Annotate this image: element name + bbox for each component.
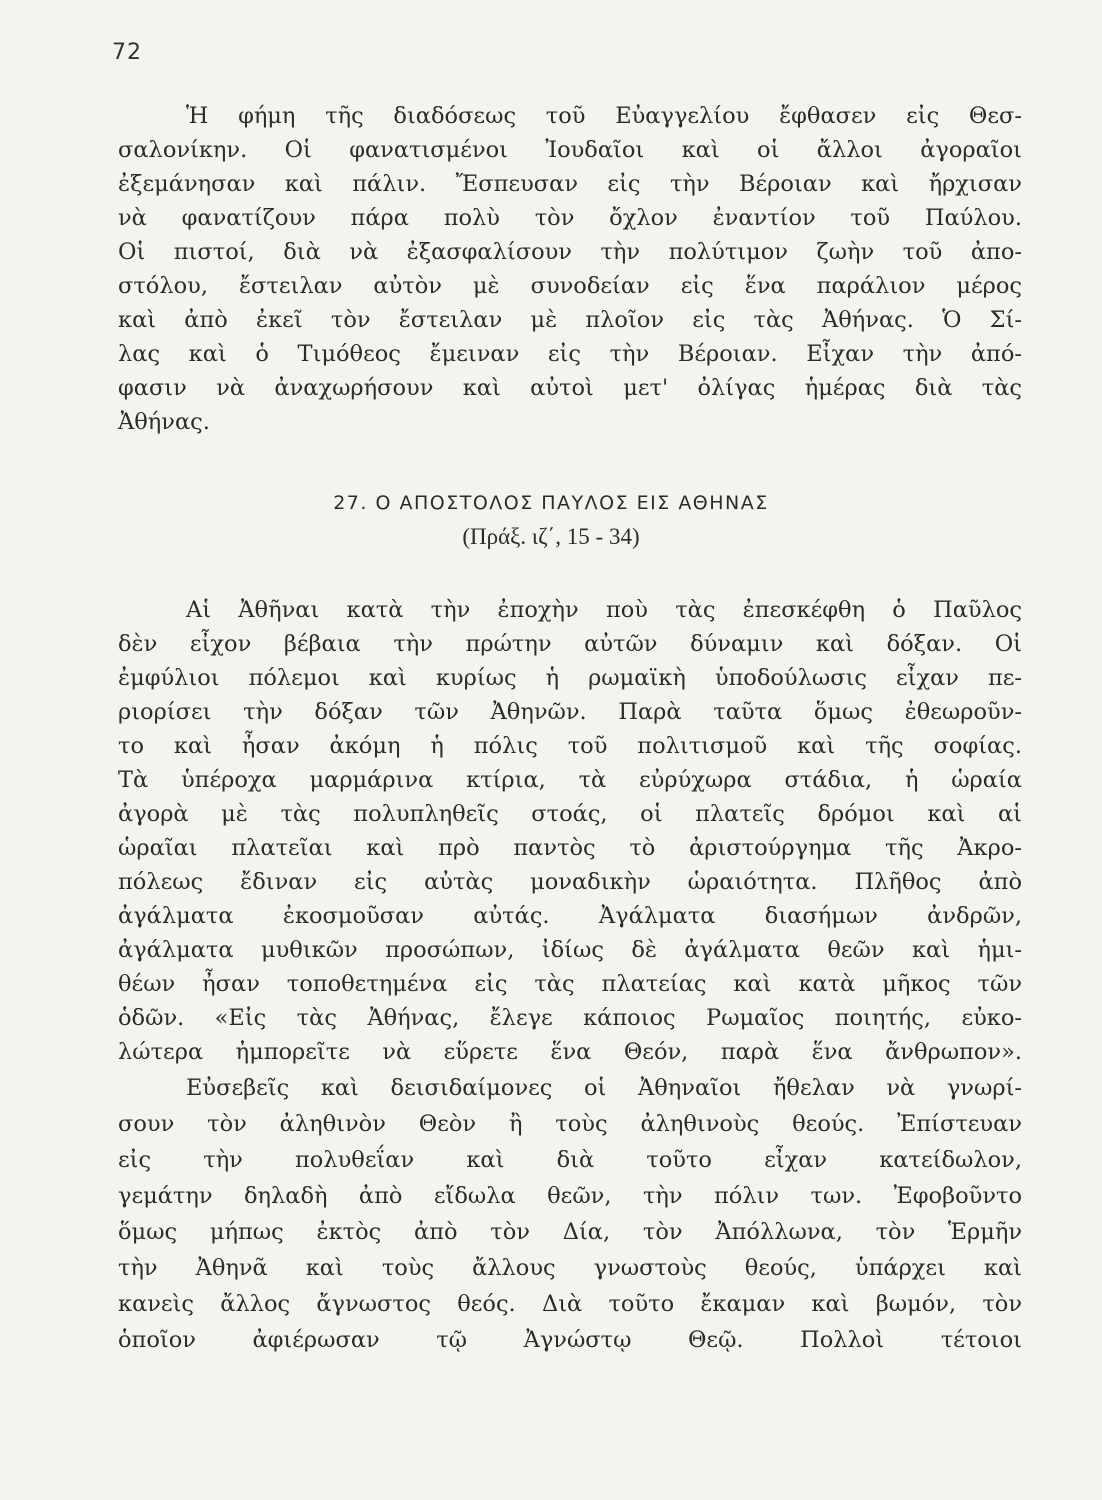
text-line: λώτερα ἠμπορεῖτε νὰ εὕρετε ἕνα Θεόν, παρὰ ἕνα ἄνθρωπον». (118, 1039, 1022, 1065)
text-line: ἀγάλματα ἐκοσμοῦσαν αὐτάς. Ἀγάλματα διασήμων ἀνδρῶν, (118, 903, 1022, 929)
text-line: Αἱ Ἀθῆναι κατὰ τὴν ἐποχὴν ποὺ τὰς ἐπεσκέφθη ὁ Παῦλος (186, 597, 1022, 623)
text-line: λας καὶ ὁ Τιμόθεος ἔμειναν εἰς τὴν Βέροιαν. Εἶχαν τὴν ἀπό- (118, 341, 1022, 367)
text-line: τὴν Ἀθηνᾶ καὶ τοὺς ἄλλους γνωστοὺς θεούς, ὑπάρχει καὶ (118, 1255, 1022, 1281)
text-line: το καὶ ἦσαν ἀκόμη ἡ πόλις τοῦ πολιτισμοῦ καὶ τῆς σοφίας. (118, 733, 1022, 759)
text-line: νὰ φανατίζουν πάρα πολὺ τὸν ὄχλον ἐναντίον τοῦ Παύλου. (118, 205, 1022, 231)
text-line: εἰς τὴν πολυθεΐαν καὶ διὰ τοῦτο εἶχαν κατείδωλον, (118, 1147, 1022, 1173)
text-line: σουν τὸν ἀληθινὸν Θεὸν ἢ τοὺς ἀληθινοὺς θεούς. Ἐπίστευαν (118, 1111, 1022, 1137)
text-line: δὲν εἶχον βέβαια τὴν πρώτην αὐτῶν δύναμιν καὶ δόξαν. Οἱ (118, 631, 1022, 657)
section-reference: (Πράξ. ιζ΄, 15 - 34) (462, 524, 640, 549)
text-line: ριορίσει τὴν δόξαν τῶν Ἀθηνῶν. Παρὰ ταῦτα ὅμως ἐθεωροῦν- (118, 699, 1022, 725)
text-line: πόλεως ἔδιναν εἰς αὐτὰς μοναδικὴν ὡραιότητα. Πλῆθος ἀπὸ (118, 869, 1022, 895)
text-line: γεμάτην δηλαδὴ ἀπὸ εἴδωλα θεῶν, τὴν πόλιν των. Ἐφοβοῦντο (118, 1183, 1022, 1209)
text-line: ὡραῖαι πλατεῖαι καὶ πρὸ παντὸς τὸ ἀριστούργημα τῆς Ἀκρο- (118, 835, 1022, 861)
text-line: Ἀθήνας. (118, 409, 210, 435)
text-line: θέων ἦσαν τοποθετημένα εἰς τὰς πλατείας καὶ κατὰ μῆκος τῶν (118, 971, 1022, 997)
text-line: ἐμφύλιοι πόλεμοι καὶ κυρίως ἡ ρωμαϊκὴ ὑποδούλωσις εἶχαν πε- (118, 665, 1022, 691)
text-line: φασιν νὰ ἀναχωρήσουν καὶ αὐτοὶ μετ' ὀλίγας ἡμέρας διὰ τὰς (118, 375, 1022, 401)
text-line: ὁδῶν. «Εἰς τὰς Ἀθήνας, ἔλεγε κάποιος Ρωμαῖος ποιητής, εὐκο- (118, 1005, 1022, 1031)
text-line: καὶ ἀπὸ ἐκεῖ τὸν ἔστειλαν μὲ πλοῖον εἰς τὰς Ἀθήνας. Ὁ Σί- (118, 307, 1022, 333)
text-line: σαλονίκην. Οἱ φανατισμένοι Ἰουδαῖοι καὶ οἱ ἄλλοι ἀγοραῖοι (118, 137, 1022, 163)
text-line: Εὐσεβεῖς καὶ δεισιδαίμονες οἱ Ἀθηναῖοι ἤθελαν νὰ γνωρί- (186, 1075, 1022, 1101)
text-line: Οἱ πιστοί, διὰ νὰ ἐξασφαλίσουν τὴν πολύτιμον ζωὴν τοῦ ἀπο- (118, 239, 1022, 265)
text-line: ἀγάλματα μυθικῶν προσώπων, ἰδίως δὲ ἀγάλματα θεῶν καὶ ἡμι- (118, 937, 1022, 963)
text-line: Τὰ ὑπέροχα μαρμάρινα κτίρια, τὰ εὐρύχωρα στάδια, ἡ ὡραία (118, 767, 1022, 793)
text-line: Ἡ φήμη τῆς διαδόσεως τοῦ Εὐαγγελίου ἔφθασεν εἰς Θεσ- (186, 103, 1022, 129)
text-line: κανεὶς ἄλλος ἄγνωστος θεός. Διὰ τοῦτο ἔκαμαν καὶ βωμόν, τὸν (118, 1291, 1022, 1317)
text-line: στόλου, ἔστειλαν αὐτὸν μὲ συνοδείαν εἰς ἕνα παράλιον μέρος (118, 273, 1022, 299)
text-line: ἀγορὰ μὲ τὰς πολυπληθεῖς στοάς, οἱ πλατεῖς δρόμοι καὶ αἱ (118, 801, 1022, 827)
section-heading: 27. Ο ΑΠΟΣΤΟΛΟΣ ΠΑΥΛΟΣ ΕΙΣ ΑΘΗΝΑΣ (333, 492, 769, 514)
text-line: ὁποῖον ἀφιέρωσαν τῷ Ἀγνώστῳ Θεῷ. Πολλοὶ τέτοιοι (118, 1327, 1022, 1353)
text-line: ἐξεμάνησαν καὶ πάλιν. Ἔσπευσαν εἰς τὴν Βέροιαν καὶ ἤρχισαν (118, 171, 1022, 197)
text-line: ὅμως μήπως ἐκτὸς ἀπὸ τὸν Δία, τὸν Ἀπόλλωνα, τὸν Ἑρμῆν (118, 1219, 1022, 1245)
page-number: 72 (112, 40, 142, 65)
